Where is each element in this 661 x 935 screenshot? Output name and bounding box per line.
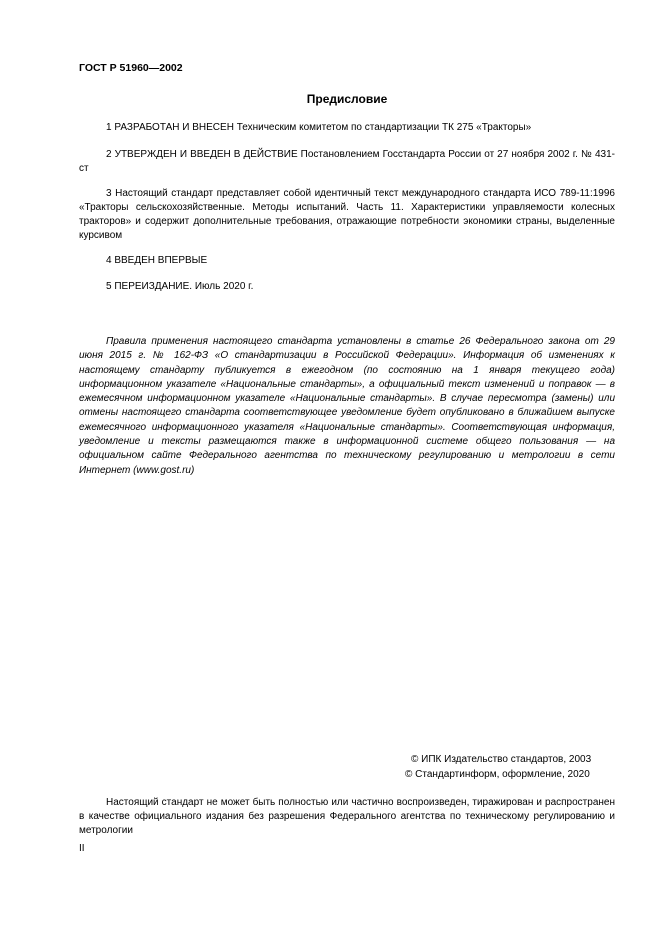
page-number: II: [79, 843, 85, 854]
page-title: Предисловие: [306, 92, 388, 106]
copyright-line-1: © ИПК Издательство стандартов, 2003: [411, 754, 592, 765]
rules-note: Правила применения настоящего стандарта установлены в статье 26 Федерального закона от 29 июня 2015 г. № 162-ФЗ «О стандартизации в Российской Федерации». Информация об изменениях к настоящему стандарту публикуется в ежегодном (по состоянию на 1 января текущего года) информационном указателе «Национальные стандарты», а официальный текст изменений и поправок — в ежемесячном информационном указателе «Национальные стандарты». В случае пересмотра (замены) или отмены настоящего стандарта соответствующее уведомление будет опубликовано в ближайшем выпуске ежемесячного информационного указателя «Национальные стандарты». Соответствующая информация, уведомление и тексты размещаются также в информационной системе общего пользования — на официальном сайте Федерального агентства по техническому регулированию и метрологии в сети Интернет (www.gost.ru): [79, 336, 615, 476]
paragraph-5: 5 ПЕРЕИЗДАНИЕ. Июль 2020 г.: [106, 281, 254, 292]
paragraph-3: 3 Настоящий стандарт представляет собой идентичный текст международного стандарта ИСО 789-11:1996 «Тракторы сельскохозяйственные. Методы испытаний. Часть 11. Характеристики управляемости колесных тракторов» и содержит дополнительные требования, отражающие потребности экономики страны, выделенные курсивом: [79, 188, 615, 241]
paragraph-1: 1 РАЗРАБОТАН И ВНЕСЕН Техническим комитетом по стандартизации ТК 275 «Тракторы»: [106, 122, 532, 133]
paragraph-4: 4 ВВЕДЕН ВПЕРВЫЕ: [106, 255, 208, 266]
document-header: ГОСТ Р 51960—2002: [79, 62, 183, 74]
reproduction-notice: Настоящий стандарт не может быть полностью или частично воспроизведен, тиражирован и распространен в качестве официального издания без разрешения Федерального агентства по техническому регулированию и метрологии: [79, 797, 615, 836]
paragraph-2: 2 УТВЕРЖДЕН И ВВЕДЕН В ДЕЙСТВИЕ Постановлением Госстандарта России от 27 ноября 2002 г. № 431-ст: [79, 149, 615, 174]
copyright-line-2: © Стандартинформ, оформление, 2020: [405, 769, 590, 780]
